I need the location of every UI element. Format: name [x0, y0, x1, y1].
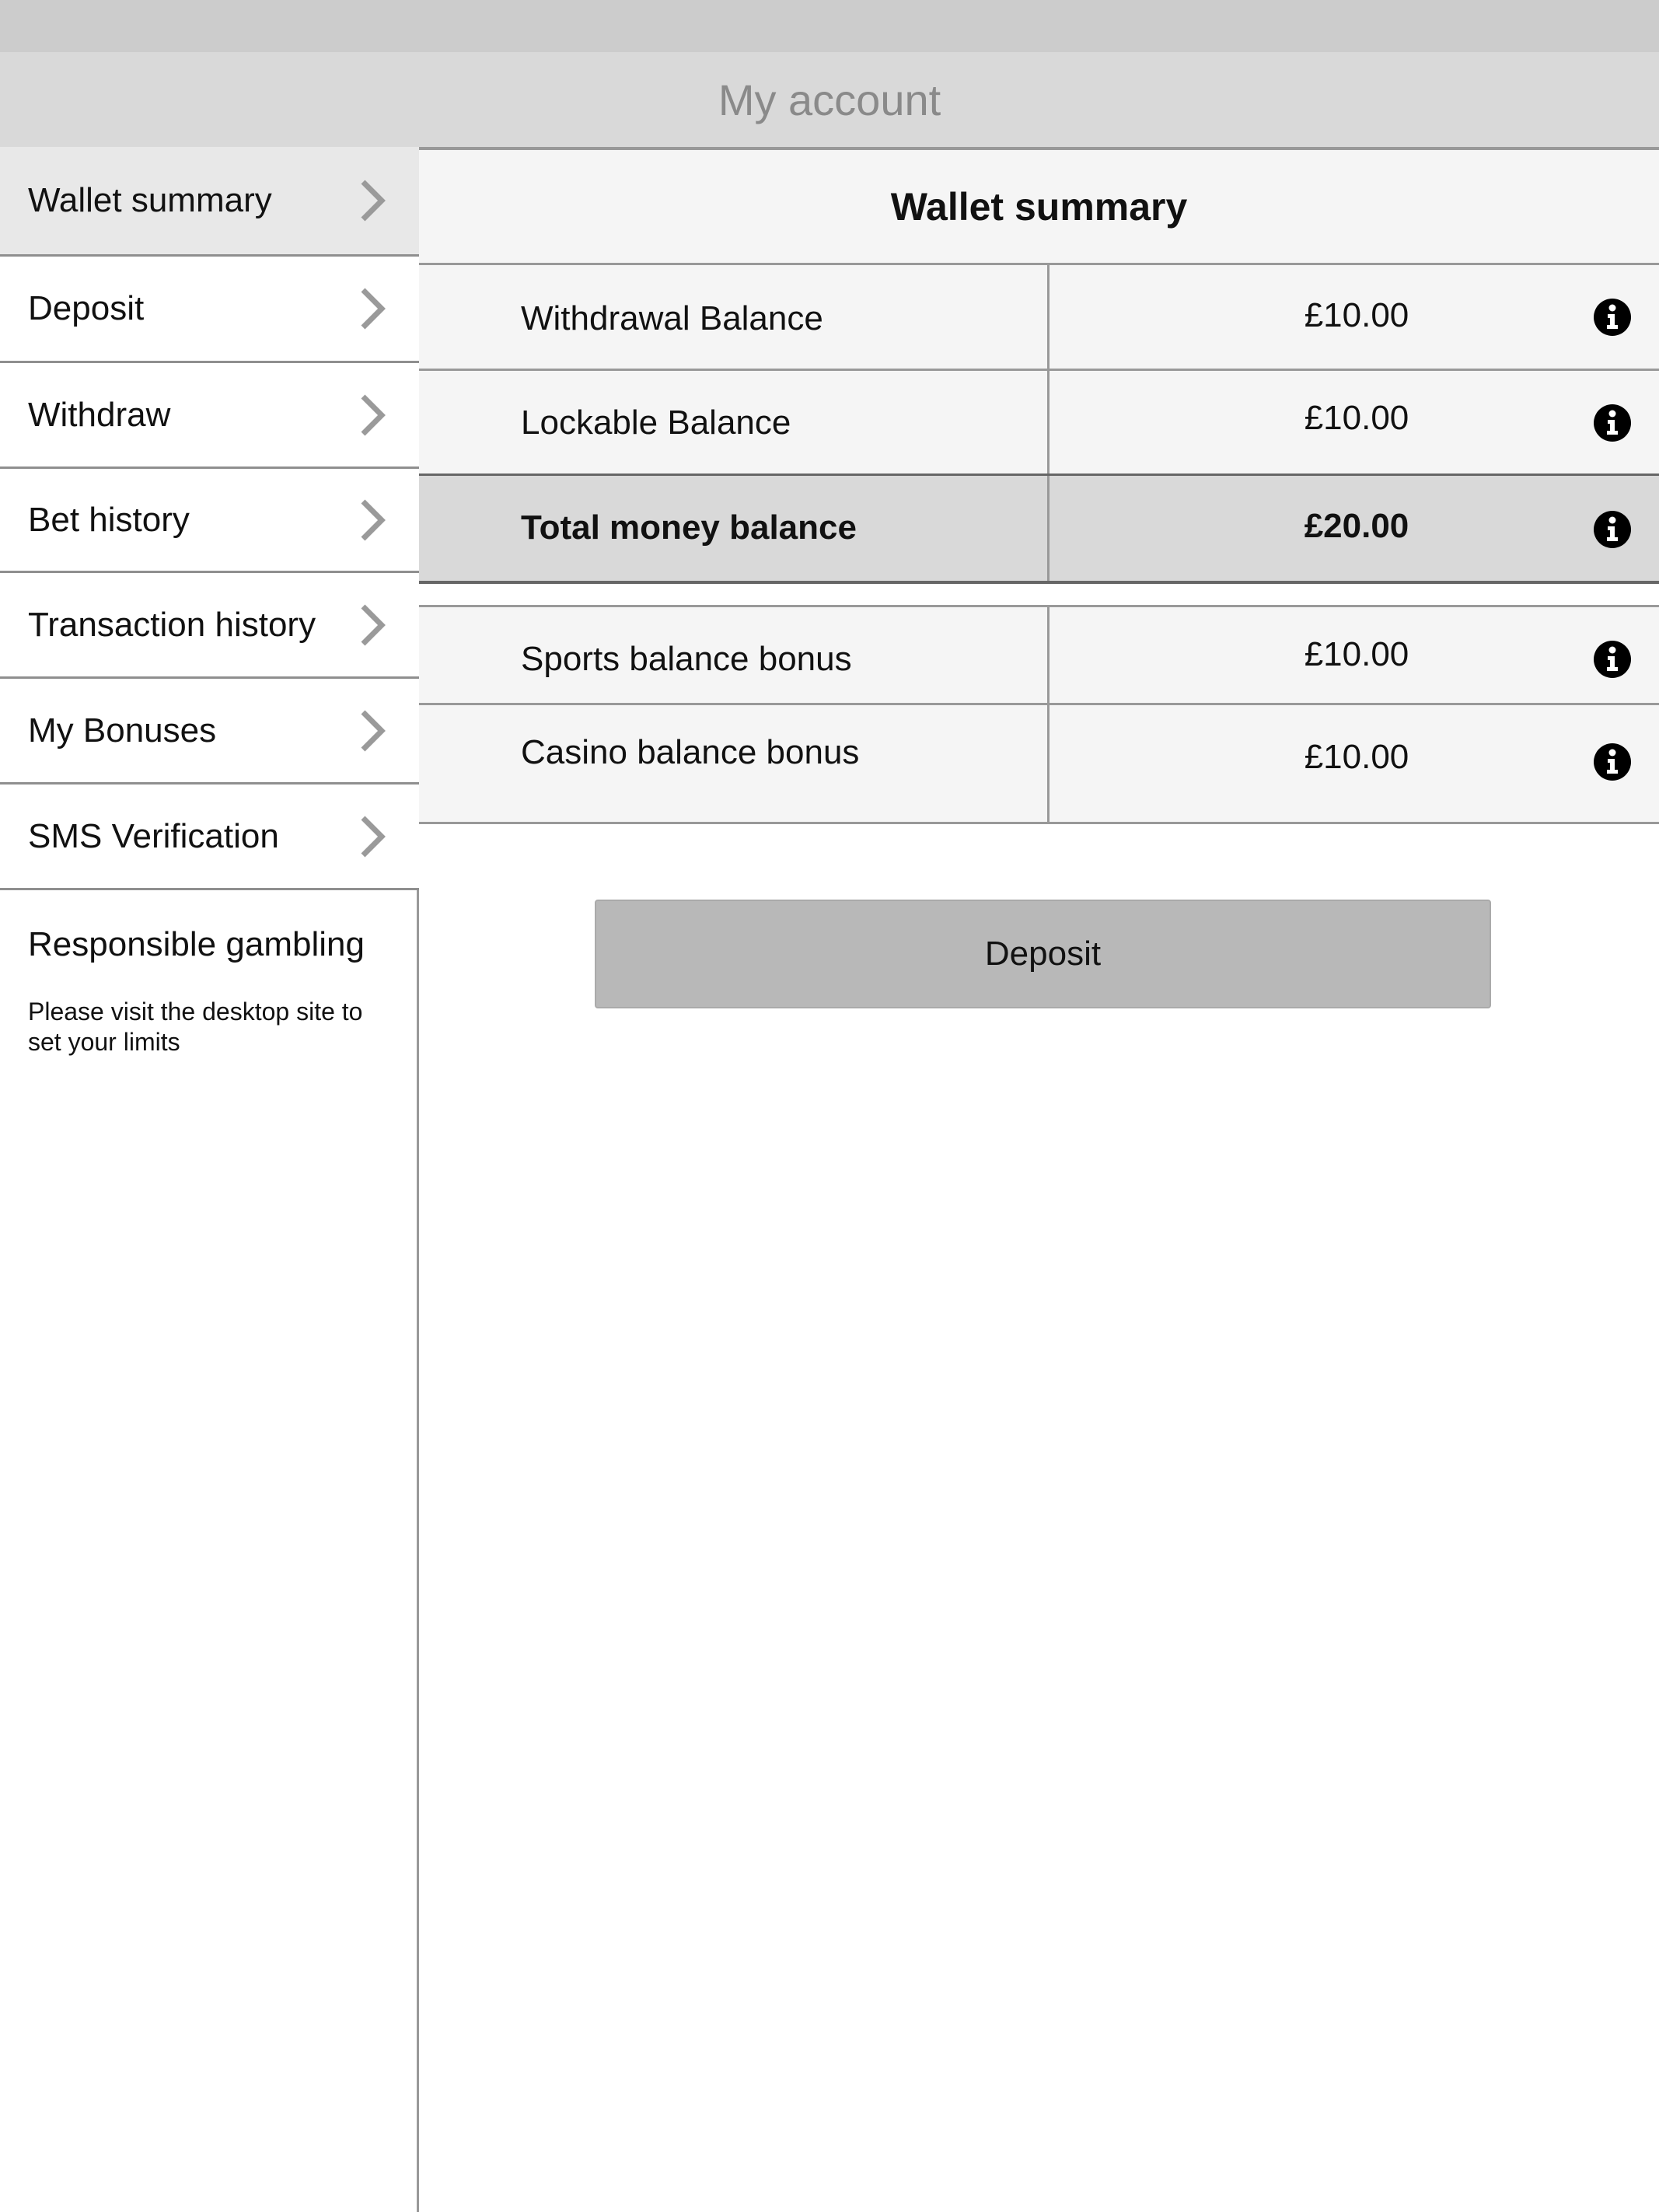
balance-row-casino-bonus	[419, 705, 1659, 824]
wallet-summary-panel	[419, 147, 1659, 2212]
balance-row-sports-bonus	[419, 607, 1659, 705]
balance-value: £10.00	[1304, 399, 1409, 437]
sidebar-item-label: SMS Verification	[28, 816, 279, 855]
info-icon[interactable]	[1593, 404, 1632, 442]
sidebar	[0, 147, 419, 2212]
sidebar-item-label: Deposit	[28, 289, 145, 327]
sidebar-item-label: Transaction history	[28, 605, 316, 644]
deposit-button[interactable]	[595, 900, 1491, 1008]
responsible-gambling-title: Responsible gambling	[28, 925, 365, 963]
wallet-summary-title: Wallet summary	[890, 184, 1188, 229]
sidebar-item-label: Withdraw	[28, 395, 171, 434]
chevron-right-icon	[357, 602, 388, 648]
sidebar-item-withdraw[interactable]	[0, 363, 419, 469]
info-icon[interactable]	[1593, 510, 1632, 549]
balance-value: £20.00	[1304, 507, 1409, 545]
header	[0, 52, 1659, 147]
info-icon[interactable]	[1593, 298, 1632, 337]
sidebar-item-deposit[interactable]	[0, 257, 419, 363]
chevron-right-icon	[357, 285, 388, 332]
balance-row-withdrawal	[419, 265, 1659, 371]
sidebar-item-label: My Bonuses	[28, 711, 217, 750]
balance-value: £10.00	[1304, 738, 1409, 776]
wallet-summary-header	[419, 147, 1659, 265]
chevron-right-icon	[357, 813, 388, 860]
balance-row-lockable	[419, 371, 1659, 476]
chevron-right-icon	[357, 177, 388, 224]
balance-row-total	[419, 474, 1659, 584]
chevron-right-icon	[357, 708, 388, 754]
sidebar-item-label: Wallet summary	[28, 181, 272, 219]
sidebar-item-bet-history[interactable]	[0, 469, 419, 573]
sidebar-item-label: Bet history	[28, 500, 190, 539]
sidebar-item-wallet-summary[interactable]	[0, 147, 419, 257]
info-icon[interactable]	[1593, 640, 1632, 679]
chevron-right-icon	[357, 392, 388, 439]
responsible-gambling-text: Please visit the desktop site to set your limits	[28, 998, 363, 1056]
sidebar-item-transaction-history[interactable]	[0, 573, 419, 679]
section-spacer	[419, 584, 1659, 607]
sidebar-item-my-bonuses[interactable]	[0, 679, 419, 785]
balance-value: £10.00	[1304, 635, 1409, 673]
chevron-right-icon	[357, 497, 388, 543]
info-icon[interactable]	[1593, 743, 1632, 781]
deposit-button-label: Deposit	[984, 935, 1102, 973]
balance-label: Casino balance bonus	[521, 733, 860, 771]
balance-label: Sports balance bonus	[521, 640, 852, 678]
sidebar-item-sms-verification[interactable]	[0, 785, 419, 890]
balance-value: £10.00	[1304, 296, 1409, 334]
page-title: My account	[718, 75, 941, 124]
status-bar	[0, 0, 1659, 52]
balance-label: Total money balance	[521, 508, 857, 547]
balance-label: Withdrawal Balance	[521, 299, 823, 337]
balance-label: Lockable Balance	[521, 404, 791, 442]
